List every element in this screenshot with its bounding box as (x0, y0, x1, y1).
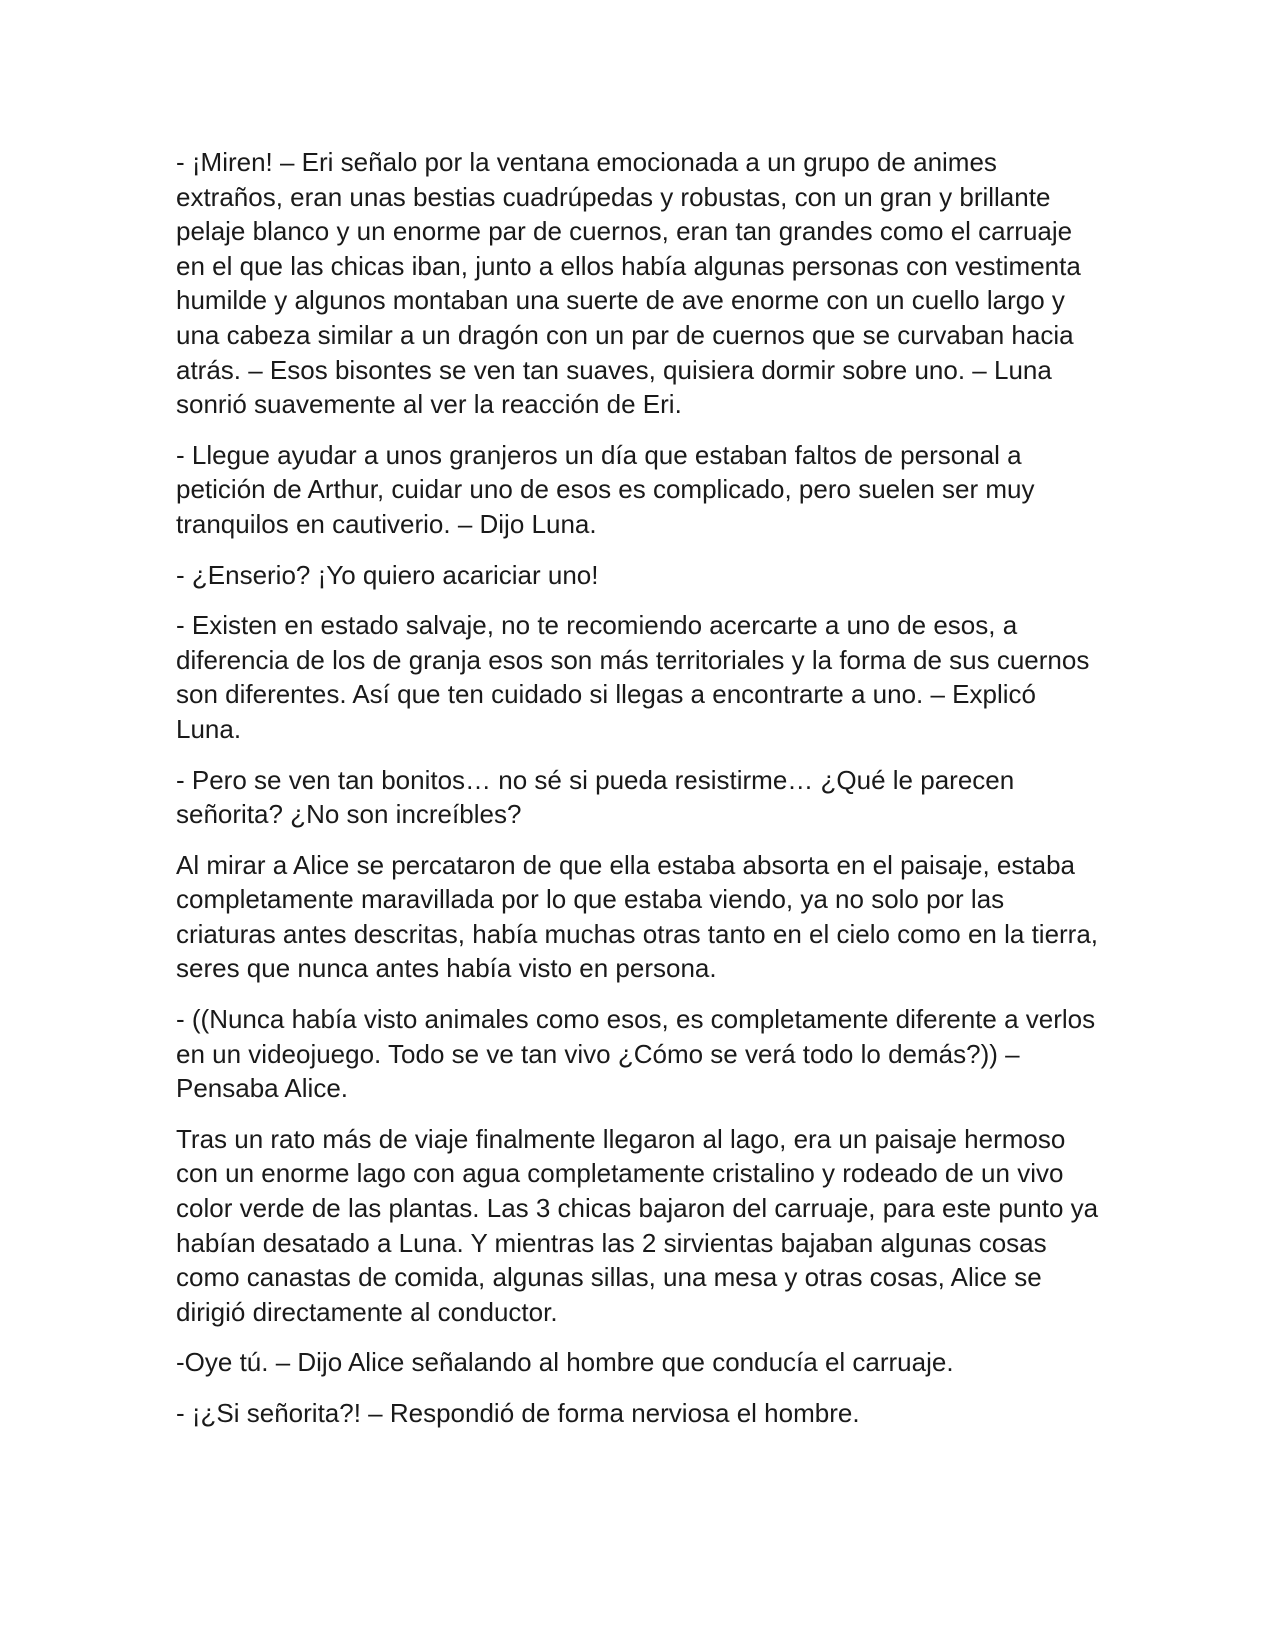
paragraph-1: - ¡Miren! – Eri señalo por la ventana emocionada a un grupo de animes extraños, eran unas bestias cuadrúpedas y robustas, con un gran y brillante pelaje blanco y un enorme par de cuernos, eran tan grandes como el carruaje en el que las chicas iban, junto a ellos había algunas personas con vestimenta humilde y algunos montaban una suerte de ave enorme con un cuello largo y una cabeza similar a un dragón con un par de cuernos que se curvaban hacia atrás. – Esos bisontes se ven tan suaves, quisiera dormir sobre uno. – Luna sonrió suavemente al ver la reacción de Eri. (176, 147, 1081, 420)
paragraph-2: - Llegue ayudar a unos granjeros un día que estaban faltos de personal a petición de Arthur, cuidar uno de esos es complicado, pero suelen ser muy tranquilos en cautiverio. – Dijo Luna. (176, 439, 1035, 539)
paragraph-9: -Oye tú. – Dijo Alice señalando al hombre que conducía el carruaje. (176, 1347, 954, 1378)
document-body (176, 145, 1106, 1447)
paragraph-6: Al mirar a Alice se percataron de que ella estaba absorta en el paisaje, estaba completamente maravillada por lo que estaba viendo, ya no solo por las criaturas antes descritas, había muchas otras tanto en el cielo como en la tierra, seres que nunca antes había visto en persona. (176, 849, 1099, 984)
paragraph-7: - ((Nunca había visto animales como esos, es completamente diferente a verlos en un videojuego. Todo se ve tan vivo ¿Cómo se verá todo lo demás?)) – Pensaba Alice. (176, 1004, 1096, 1104)
paragraph-8: Tras un rato más de viaje finalmente llegaron al lago, era un paisaje hermoso con un enorme lago con agua completamente cristalino y rodeado de un vivo color verde de las plantas. Las 3 chicas bajaron del carruaje, para este punto ya habían desatado a Luna. Y mientras las 2 sirvientas bajaban algunas cosas como canastas de comida, algunas sillas, una mesa y otras cosas, Alice se dirigió directamente al conductor. (176, 1123, 1099, 1327)
paragraph-3: - ¿Enserio? ¡Yo quiero acariciar uno! (176, 559, 599, 590)
paragraph-4: - Existen en estado salvaje, no te recomiendo acercarte a uno de esos, a diferencia de los de granja esos son más territoriales y la forma de sus cuernos son diferentes. Así que ten cuidado si llegas a encontrarte a uno. – Explicó Luna. (176, 610, 1090, 744)
paragraph-5: - Pero se ven tan bonitos… no sé si pueda resistirme… ¿Qué le parecen señorita? ¿No son increíbles? (176, 764, 1015, 830)
paragraph-10: - ¡¿Si señorita?! – Respondió de forma nerviosa el hombre. (176, 1398, 860, 1428)
